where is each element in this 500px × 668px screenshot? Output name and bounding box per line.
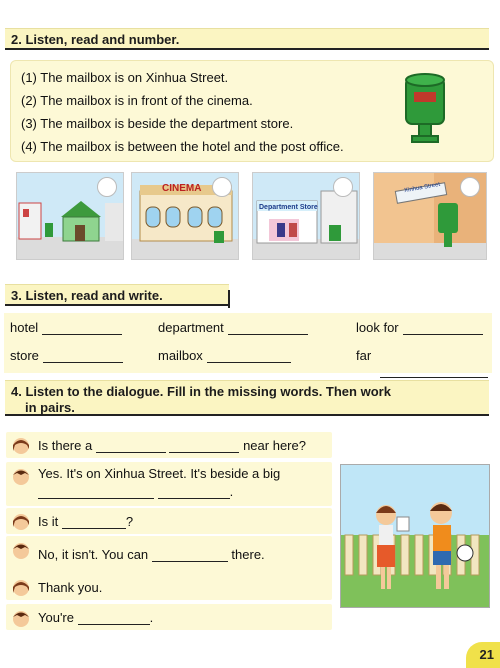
word-mailbox: mailbox (158, 348, 203, 363)
boy-icon (10, 465, 32, 487)
vocab-mailbox (158, 348, 291, 363)
dialog-line-6 (6, 604, 332, 630)
picture-department-store (252, 172, 360, 260)
number-circle-3[interactable] (333, 177, 353, 197)
word-hotel: hotel (10, 320, 39, 335)
dialog-line-4 (6, 536, 332, 576)
vocab-hotel (10, 320, 122, 335)
girl-icon (10, 511, 32, 533)
sentence-4: (4) The mailbox is between the hotel and the post office. (21, 139, 344, 154)
mailbox-icon (400, 70, 450, 146)
picture-street (373, 172, 487, 260)
section-4-title-line2: in pairs. (25, 400, 75, 415)
cinema-sign: CINEMA (162, 183, 202, 194)
section-2-header (5, 28, 489, 50)
street-sign: Xinhua Street (403, 181, 441, 195)
blank-d3[interactable] (62, 517, 126, 529)
word-far: far (356, 348, 372, 363)
dialog-4-text-b: there. (231, 547, 265, 562)
vocab-look-for (356, 320, 483, 335)
dialog-line-3 (6, 508, 332, 534)
dialogue-illustration (340, 464, 490, 608)
page-number: 21 (479, 647, 494, 662)
section-4-title-line1: 4. Listen to the dialogue. Fill in the missing words. Then work (11, 384, 391, 399)
dialog-1-text-b: near here? (243, 438, 306, 453)
girl-icon (10, 435, 32, 457)
sentence-2: (2) The mailbox is in front of the cinema. (21, 93, 253, 108)
blank-far[interactable] (380, 366, 488, 378)
boy-icon (10, 539, 32, 561)
dialog-line-2 (6, 462, 332, 506)
section-3-title: 3. Listen, read and write. (11, 288, 163, 303)
department-store-sign: Department Store (259, 204, 318, 211)
picture-cinema (131, 172, 239, 260)
dialog-6-text-b: . (149, 610, 154, 625)
word-look-for: look for (356, 320, 399, 335)
word-store: store (10, 348, 39, 363)
vocab-department (158, 320, 308, 335)
boy-icon (10, 607, 32, 629)
section-4-header (5, 380, 489, 416)
dialog-1-text-a: Is there a (38, 438, 93, 453)
blank-d1-b[interactable] (169, 441, 239, 453)
dialog-2-text-a: Yes. It's on Xinhua Street. It's beside a big (38, 466, 281, 481)
dialog-6-text-a: You're (38, 610, 74, 625)
vocab-store (10, 348, 123, 363)
word-department: department (158, 320, 224, 335)
dialog-5-text: Thank you. (38, 580, 103, 595)
blank-d6[interactable] (78, 613, 150, 625)
sentence-3: (3) The mailbox is beside the department store. (21, 116, 294, 131)
dialog-line-5 (6, 574, 332, 600)
blank-look-for[interactable] (403, 323, 483, 335)
dialog-2-text-b: . (229, 484, 234, 499)
dialog-3-text-b: ? (125, 514, 134, 529)
section-2-title: 2. Listen, read and number. (11, 32, 180, 47)
blank-d4[interactable] (152, 550, 228, 562)
dialog-line-1 (6, 432, 332, 458)
blank-d2-a[interactable] (38, 487, 154, 499)
dialog-3-text-a: Is it (38, 514, 59, 529)
blank-mailbox[interactable] (207, 351, 291, 363)
picture-houses (16, 172, 124, 260)
number-circle-2[interactable] (212, 177, 232, 197)
blank-d2-b[interactable] (158, 487, 230, 499)
number-circle-4[interactable] (460, 177, 480, 197)
divider (228, 290, 230, 308)
sentence-1: (1) The mailbox is on Xinhua Street. (21, 70, 229, 85)
blank-store[interactable] (43, 351, 123, 363)
blank-department[interactable] (228, 323, 308, 335)
blank-hotel[interactable] (42, 323, 122, 335)
vocab-far (356, 348, 500, 378)
blank-d1-a[interactable] (96, 441, 166, 453)
girl-icon (10, 577, 32, 599)
number-circle-1[interactable] (97, 177, 117, 197)
section-3-header (5, 284, 229, 306)
dialog-4-text-a: No, it isn't. You can (38, 547, 149, 562)
